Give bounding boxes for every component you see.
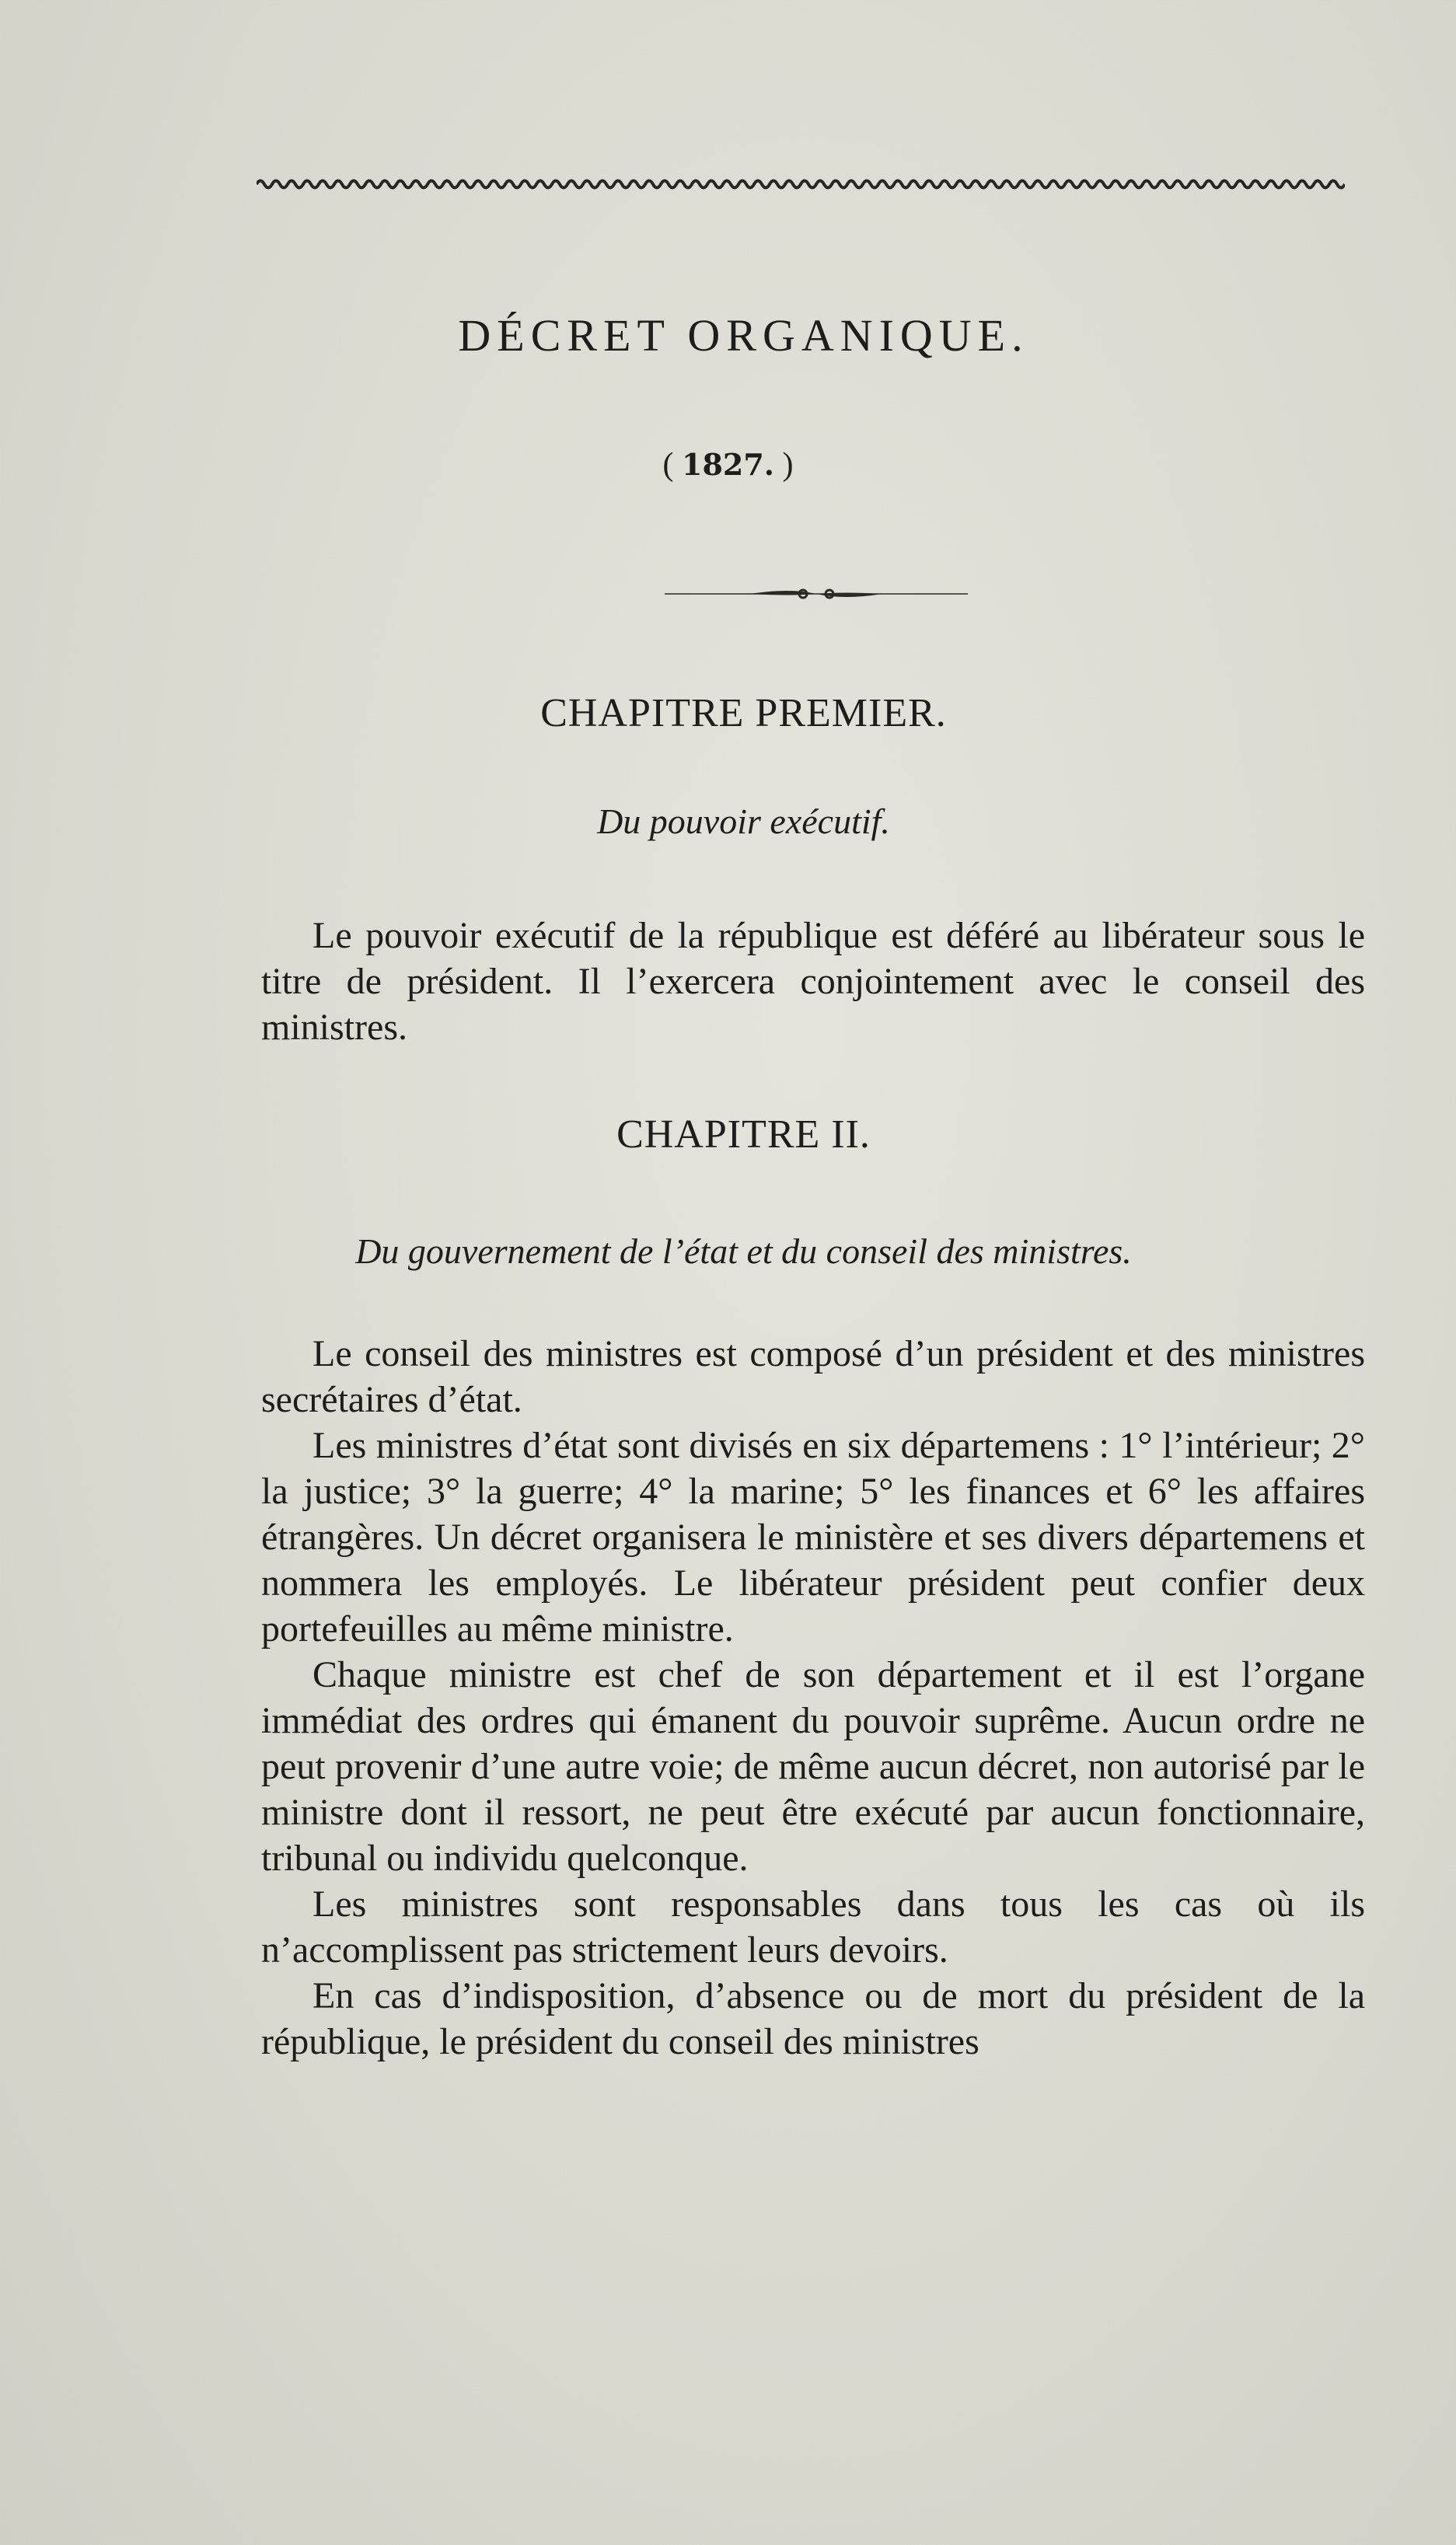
chapter-heading-2: CHAPITRE II. xyxy=(616,1112,871,1157)
decree-title: DÉCRET ORGANIQUE. xyxy=(458,310,1029,361)
paragraph: Les ministres sont responsables dans tous les cas où ils n’accomplissent pas strictement leurs devoirs. xyxy=(261,1883,1365,1971)
chapter-subtitle-2: Du gouvernement de l’état et du conseil des ministres. xyxy=(355,1231,1132,1271)
chapter-subtitle-1: Du pouvoir exécutif. xyxy=(597,801,890,841)
paragraph: En cas d’indisposition, d’absence ou de mort du président de la république, le président du conseil des ministres xyxy=(261,1975,1365,2062)
paragraph: Les ministres d’état sont divisés en six départemens : 1° l’intérieur; 2° la justice; 3° la guerre; 4° la marine; 5° les finances et 6° les affaires étrangères. Un décret organisera le ministère et ses divers départemens et nommera les employés. Le libérateur président peut confier deux portefeuilles au même ministre. xyxy=(261,1425,1365,1650)
year-open-paren: ( xyxy=(662,447,682,483)
paragraph: Le pouvoir exécutif de la république est déféré au libérateur sous le titre de président. Il l’exercera conjointement avec le conseil des ministres. xyxy=(261,915,1365,1048)
year-close-paren: ) xyxy=(774,447,794,483)
year-value: 1827. xyxy=(682,447,774,482)
ornamental-flourish xyxy=(665,585,968,603)
decree-year xyxy=(0,446,1456,484)
paragraph: Le conseil des ministres est composé d’un président et des ministres secrétaires d’état. xyxy=(261,1333,1365,1420)
chapter-1-text xyxy=(261,913,1365,1050)
chapter-2-text xyxy=(261,1331,1365,2065)
chapter-heading-1: CHAPITRE PREMIER. xyxy=(540,691,947,735)
paragraph: Chaque ministre est chef de son département et il est l’organe immédiat des ordres qui émanent du pouvoir suprême. Aucun ordre ne peut provenir d’une autre voie; de même aucun décret, non autorisé par le ministre dont il ressort, ne peut être exécuté par aucun fonctionnaire, tribunal ou individu quelconque. xyxy=(261,1654,1365,1879)
ornamental-rule xyxy=(257,176,1345,193)
